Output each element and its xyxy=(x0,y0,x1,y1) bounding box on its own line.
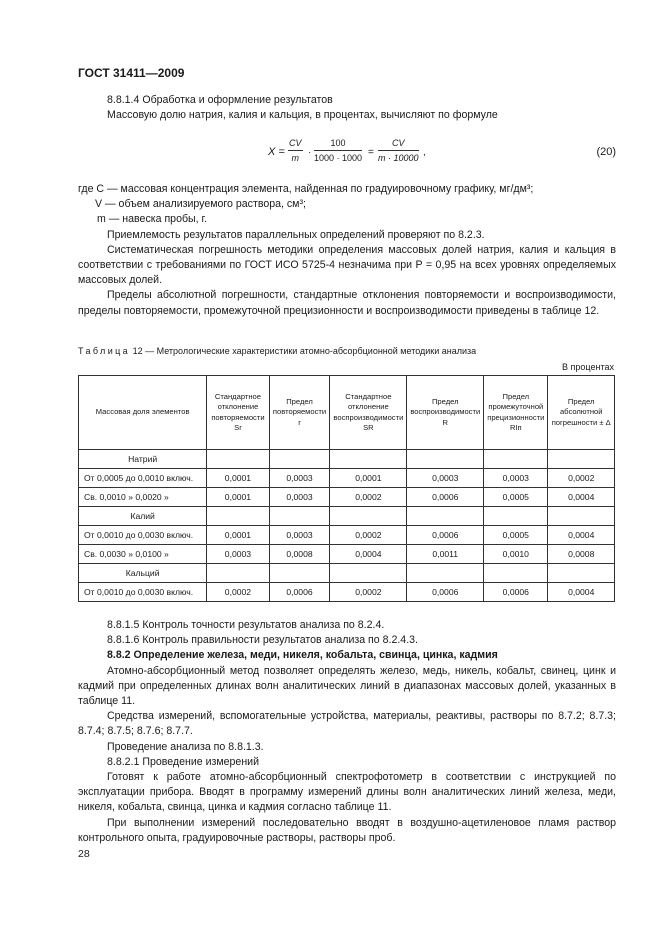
column-header: Предел промежуточной прецизионности RIп xyxy=(484,376,548,450)
page-number: 28 xyxy=(78,848,90,860)
formula-fraction-2: $\frac{100}{1000 \cdot 1000}$ xyxy=(314,138,363,163)
section-8815-8821 xyxy=(78,618,616,846)
formula-comma: , xyxy=(423,147,426,158)
section-title: 8.8.2 Определение железа, меди, никеля, кобальта, свинца, цинка, кадмия xyxy=(107,649,498,662)
paragraph: Средства измерений, вспомогательные устройства, материалы, реактивы, растворы по 8.7.2; 8.7.3; 8.7.4; 8.7.5; 8.7.6; 8.7.7. xyxy=(78,710,616,738)
table-group-row xyxy=(79,564,615,583)
subsection-title: 8.8.2.1 Проведение измерений xyxy=(107,755,260,768)
paragraph: 8.8.1.5 Контроль точности результатов анализа по 8.2.4. xyxy=(107,619,385,631)
paragraph: Пределы абсолютной погрешности, стандартные отклонения повторяемости и воспроизводимости, пределы повторяемости, промежуточной прецизионности и воспроизводимости приведены в таблице 12. xyxy=(78,289,616,317)
table-caption: Таблица 12 — Метрологические характеристики атомно-абсорбционной методики анализа xyxy=(78,346,477,356)
formula-20 xyxy=(268,138,616,170)
paragraph: Атомно-абсорбционный метод позволяет определять железо, медь, никель, кобальт, свинец, цинк и кадмий при определенных длинах волн аналитических линий в диапазонах массовых долей, указанных в таблице 11. xyxy=(78,664,616,708)
column-header: Предел повторяемости r xyxy=(269,376,330,450)
formula-approx: = xyxy=(368,147,374,158)
table-row: Св. 0,0010 » 0,0020 » 0,0001 0,0003 0,0002 0,0006 0,0005 0,0004 xyxy=(79,488,615,507)
paragraph: Систематическая погрешность методики определения массовых долей натрия, калия и кальция в соответствии с требованиями по ГОСТ ИСО 5725-4 незначима при P = 0,95 на всех уровнях определяемых массовых долей. xyxy=(78,243,616,287)
formula-fraction-3: $\frac{CV}{m \cdot 10000}$ xyxy=(378,138,419,163)
table-group-row xyxy=(79,507,615,526)
table-units: В процентах xyxy=(562,362,614,372)
column-header: Стандартное отклонение воспроизводимости SR xyxy=(330,376,407,450)
table-header-row xyxy=(79,376,615,450)
section-definitions xyxy=(78,182,616,319)
formula-dot: · xyxy=(308,147,312,158)
group-label: Кальций xyxy=(79,564,207,583)
column-header: Предел абсолютной погрешности ± Δ xyxy=(548,376,615,450)
column-header: Предел воспроизводимости R xyxy=(407,376,484,450)
section-8814 xyxy=(78,93,616,123)
definition-v: V — объем анализируемого раствора, см³; xyxy=(95,198,306,211)
table-row: Св. 0,0030 » 0,0100 » 0,0003 0,0008 0,0004 0,0011 0,0010 0,0008 xyxy=(79,545,615,564)
column-header: Стандартное отклонение повторяемости Sr xyxy=(207,376,269,450)
group-label: Калий xyxy=(79,507,207,526)
metrology-table xyxy=(78,375,615,602)
table-row: От 0,0010 до 0,0030 включ. 0,0001 0,0003 0,0002 0,0006 0,0005 0,0004 xyxy=(79,526,615,545)
column-header: Массовая доля элементов xyxy=(79,376,207,450)
definition-c: где C — массовая концентрация элемента, найденная по градуировочному графику, мг/дм³; xyxy=(78,183,534,195)
paragraph: Приемлемость результатов параллельных определений проверяют по 8.2.3. xyxy=(107,228,485,241)
definition-m: m — навеска пробы, г. xyxy=(97,213,208,226)
paragraph: 8.8.1.6 Контроль правильности результатов анализа по 8.2.4.3. xyxy=(107,634,418,647)
table-row: От 0,0010 до 0,0030 включ. 0,0002 0,0006 0,0002 0,0006 0,0006 0,0004 xyxy=(79,583,615,602)
formula-number: (20) xyxy=(596,146,616,158)
formula-lhs: X = xyxy=(268,146,285,158)
subsection-title: 8.8.1.4 Обработка и оформление результатов xyxy=(107,94,333,106)
paragraph: При выполнении измерений последовательно вводят в воздушно-ацетиленовое пламя раствор контрольного опыта, градуировочные растворы, растворы проб. xyxy=(78,816,616,844)
table-row: От 0,0005 до 0,0010 включ. 0,0001 0,0003 0,0001 0,0003 0,0003 0,0002 xyxy=(79,469,615,488)
formula-fraction-1: $\frac{CV}{m}$ xyxy=(289,138,302,163)
group-label: Натрий xyxy=(79,450,207,469)
paragraph: Готовят к работе атомно-абсорбционный спектрофотометр в соответствии с инструкцией по эксплуатации прибора. Вводят в программу измерений длины волн аналитических линий железа, меди, никеля, кобальта, свинца, цинка и кадмия согласно таблице 11. xyxy=(78,771,616,814)
table-group-row xyxy=(79,450,615,469)
paragraph: Проведение анализа по 8.8.1.3. xyxy=(107,740,264,753)
document-header: ГОСТ 31411—2009 xyxy=(78,66,185,80)
paragraph: Массовую долю натрия, калия и кальция, в процентах, вычисляют по формуле xyxy=(107,109,498,122)
